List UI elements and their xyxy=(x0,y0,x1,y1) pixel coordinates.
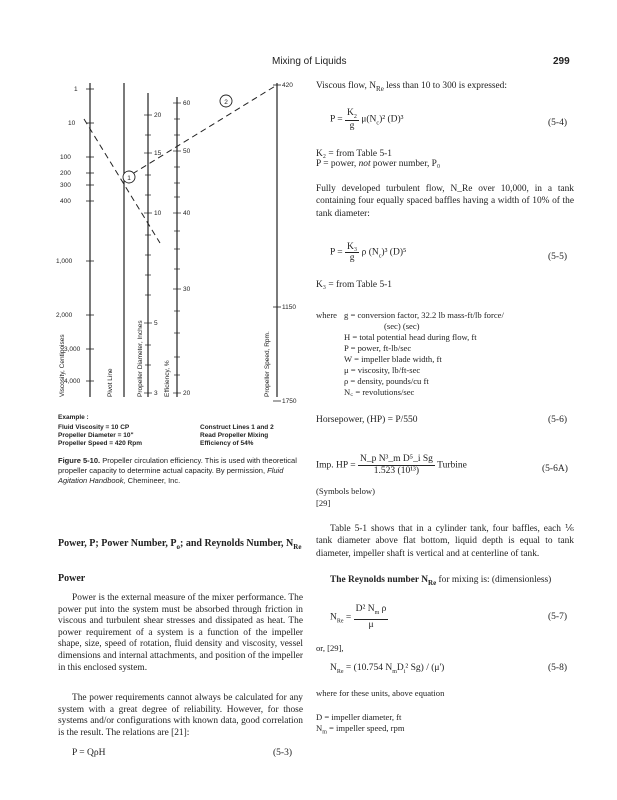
example-line: Propeller Speed = 420 Rpm xyxy=(58,440,142,447)
marker-1-label: 1 xyxy=(127,175,131,182)
eff-tick: 50 xyxy=(183,148,191,155)
nm-definition: $N_m$ = impeller speed, rpm xyxy=(316,723,405,736)
reference-29: [29] xyxy=(316,498,331,508)
example-right-line: Construct Lines 1 and 2 xyxy=(200,424,274,431)
section-heading-power: Power, P; Power Number, $P_o$; and Reynolds Number, $N_{Re}$ xyxy=(58,538,302,551)
reynolds-paragraph: The Reynolds number $N_{Re}$ for mixing is: (dimensionless) xyxy=(330,575,552,587)
marker-2-label: 2 xyxy=(224,99,228,106)
eff-tick: 20 xyxy=(183,390,191,397)
variable-definitions: g = conversion factor, 32.2 lb mass-ft/lb force/ (sec) (sec) H = total potential head during flow, ft P = power, ft-lb/sec W = impeller blade width, ft μ = viscosity, lb/ft-sec ρ = density, pounds/cu ft N꜀ = revolutions/sec xyxy=(344,310,504,397)
subheading-power: Power xyxy=(58,573,86,584)
or-reference: or, [29], xyxy=(316,643,344,653)
nomograph-figure xyxy=(50,75,310,447)
pivot-axis-label: Pivot Line xyxy=(107,368,114,397)
viscosity-axis-label: Viscosity, Centipoises xyxy=(59,334,66,397)
visc-tick: 10 xyxy=(68,120,76,127)
equation-5-6a-number: (5-6A) xyxy=(542,464,568,474)
symbols-note: (Symbols below) xyxy=(316,486,375,496)
table-paragraph: Table 5-1 shows that in a cylinder tank, four baffles, each ⅙ tank diameter above flat bottom, liquid depth is equal to tank diameter, impeller shaft is vertical and at centerline of tank. xyxy=(316,524,574,559)
equation-5-4-number: (5-4) xyxy=(548,118,567,128)
diam-tick: 20 xyxy=(154,112,162,119)
equation-5-4: P = $\frac{K_2}{g}$ $\mu(N_c)^2$ (D)³ xyxy=(330,108,404,131)
diam-tick: 10 xyxy=(154,210,162,217)
example-line: Fluid Viscosity = 10 CP xyxy=(58,424,130,431)
eff-tick: 60 xyxy=(183,100,191,107)
visc-tick: 4,000 xyxy=(64,378,81,385)
running-header-title: Mixing of Liquids xyxy=(272,56,347,67)
diam-tick: 3 xyxy=(154,390,158,397)
d-definition: D = impeller diameter, ft xyxy=(316,712,402,722)
figure-caption xyxy=(58,456,298,486)
speed-tick: 1750 xyxy=(282,398,297,405)
equation-5-3: P = QρH xyxy=(72,748,106,758)
page-number: 299 xyxy=(553,56,570,67)
equation-5-5: P = $\frac{\text{K₃}}{g}$ ρ $(N_c)^3$ (D)⁵ xyxy=(330,242,407,263)
example-right-line: Efficiency of 54% xyxy=(200,440,254,447)
visc-tick: 300 xyxy=(60,182,71,189)
eff-tick: 40 xyxy=(183,210,191,217)
equation-5-3-number: (5-3) xyxy=(273,748,292,758)
equation-5-6-number: (5-6) xyxy=(548,415,567,425)
equation-5-7-number: (5-7) xyxy=(548,612,567,622)
visc-tick: 3,000 xyxy=(64,346,81,353)
equation-5-7: $N_{Re}$ = $\frac{D^2 N_m \rho}{\mu}$ xyxy=(330,604,387,630)
power-paragraph-2: The power requirements cannot always be calculated for any system with a great degree of reliability. However, for those systems and/or configurations with known data, good correlation is the result. The relations are [21]: xyxy=(58,693,303,738)
construction-line-2 xyxy=(124,85,277,179)
p-definition: P = power, not power number, P₀ xyxy=(316,159,441,169)
k3-definition: K₃ = from Table 5-1 xyxy=(316,280,392,290)
example-line: Propeller Diameter = 10" xyxy=(58,432,134,439)
equation-5-8-number: (5-8) xyxy=(548,663,567,673)
caption-source-rest: Chemineer, Inc. xyxy=(127,476,181,485)
equation-5-6a: Imp. HP = $\frac{\text{N\_p N³\_m D⁵\_i Sg}}{\text{1.523 (10¹³)}}$ Turbine xyxy=(316,454,467,476)
where-label: where xyxy=(316,310,337,320)
caption-text: Propeller circulation efficiency. This is used with theoretical propeller capacity to determine actual capacity. By permission, xyxy=(58,456,297,475)
diam-tick: 5 xyxy=(154,320,158,327)
power-paragraph-1: Power is the external measure of the mixer performance. The power put into the system must be absorbed through friction in viscous and turbulent shear stresses and dissipated as heat. The power requirement of a system is a function of the impeller shape, size, speed of rotation, fluid density and viscosity, vessel dimensions and internal attachments, and position of the impeller in this enclosed system. xyxy=(58,593,303,673)
equation-5-6: Horsepower, (HP) = P/550 xyxy=(316,415,418,425)
viscous-flow-intro: Viscous flow, $N_{Re}$ less than 10 to 300 is expressed: xyxy=(316,81,507,93)
example-right-line: Read Propeller Mixing xyxy=(200,432,269,439)
caption-source: Fluid Agitation Handbook, xyxy=(58,466,284,485)
equation-5-8: $N_{Re} = (10.754$ $N_mD_i^2$ Sg) / (μ') xyxy=(330,663,445,675)
units-note: where for these units, above equation xyxy=(316,688,445,698)
visc-tick: 1,000 xyxy=(56,258,73,265)
example-title: Example : xyxy=(58,414,89,421)
speed-tick: 420 xyxy=(282,82,293,89)
efficiency-axis-label: Efficiency, % xyxy=(164,360,171,397)
diameter-axis-label: Propeller Diameter, Inches xyxy=(137,320,144,397)
visc-tick: 200 xyxy=(60,170,71,177)
visc-tick: 400 xyxy=(60,198,71,205)
eff-tick: 30 xyxy=(183,286,191,293)
equation-5-5-number: (5-5) xyxy=(548,252,567,262)
figure-label: Figure 5-10. xyxy=(58,456,101,465)
turbulent-flow-paragraph: Fully developed turbulent flow, N_Re over 10,000, in a tank containing four equally spaced baffles having a width of 10% of the tank diameter: xyxy=(316,184,574,219)
k2-definition: K₂ = from Table 5-1 xyxy=(316,149,392,159)
speed-axis-label: Propeller Speed, Rpm. xyxy=(264,331,271,397)
construction-line-1 xyxy=(84,119,160,243)
visc-tick: 100 xyxy=(60,154,71,161)
visc-tick: 1 xyxy=(74,86,78,93)
visc-tick: 2,000 xyxy=(56,312,73,319)
speed-tick: 1150 xyxy=(282,304,296,311)
diam-tick: 15 xyxy=(154,150,162,157)
